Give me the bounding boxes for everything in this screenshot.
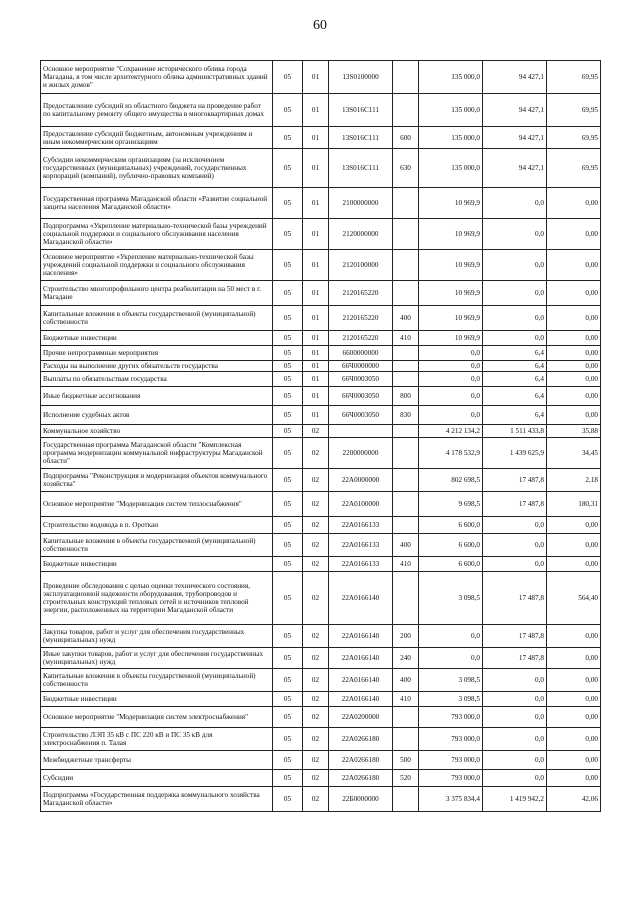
target-article-code: 22А0166140: [329, 625, 393, 648]
target-article-code: 13S0100000: [329, 61, 393, 94]
table-row: [41, 625, 601, 648]
execution-percent: 0,00: [547, 372, 601, 387]
section-code: 05: [273, 331, 303, 346]
subsection-code: 01: [303, 250, 329, 281]
executed-amount: 0,0: [483, 188, 547, 219]
execution-percent: 0,00: [547, 557, 601, 572]
executed-amount: 94 427,1: [483, 127, 547, 149]
subsection-code: 01: [303, 346, 329, 361]
planned-amount: 0,0: [419, 625, 483, 648]
execution-percent: 0,00: [547, 281, 601, 306]
execution-percent: 0,00: [547, 346, 601, 361]
row-name: Строительство ЛЭП 35 кВ с ПС 220 кВ и ПС 35 кВ для электроснабжения п. Талая: [41, 728, 273, 751]
table-row: [41, 469, 601, 492]
expense-type-code: [393, 438, 419, 469]
table-row: [41, 346, 601, 361]
executed-amount: 0,0: [483, 250, 547, 281]
planned-amount: 0,0: [419, 387, 483, 406]
execution-percent: 69,95: [547, 61, 601, 94]
planned-amount: 0,0: [419, 346, 483, 361]
row-name: Закупка товаров, работ и услуг для обеспечения государственных (муниципальных) нужд: [41, 625, 273, 648]
subsection-code: 01: [303, 372, 329, 387]
planned-amount: 3 098,5: [419, 669, 483, 692]
section-code: 05: [273, 517, 303, 534]
planned-amount: 10 969,9: [419, 306, 483, 331]
execution-percent: 35,88: [547, 425, 601, 438]
execution-percent: 0,00: [547, 306, 601, 331]
planned-amount: 4 212 134,2: [419, 425, 483, 438]
target-article-code: 2200000000: [329, 438, 393, 469]
planned-amount: 3 098,5: [419, 572, 483, 625]
section-code: 05: [273, 438, 303, 469]
subsection-code: 01: [303, 387, 329, 406]
executed-amount: 1 511 433,8: [483, 425, 547, 438]
target-article-code: 13S016С111: [329, 94, 393, 127]
table-row: [41, 648, 601, 669]
target-article-code: [329, 425, 393, 438]
row-name: Выплаты по обязательствам государства: [41, 372, 273, 387]
expense-type-code: 400: [393, 534, 419, 557]
target-article-code: 2120000000: [329, 219, 393, 250]
executed-amount: 17 487,8: [483, 492, 547, 517]
target-article-code: 22А0100000: [329, 492, 393, 517]
subsection-code: 01: [303, 94, 329, 127]
target-article-code: 22А0166140: [329, 669, 393, 692]
subsection-code: 02: [303, 692, 329, 707]
expense-type-code: [393, 61, 419, 94]
section-code: 05: [273, 469, 303, 492]
expense-type-code: 630: [393, 149, 419, 188]
executed-amount: 17 487,8: [483, 625, 547, 648]
table-row: [41, 669, 601, 692]
table-row: [41, 770, 601, 787]
subsection-code: 01: [303, 281, 329, 306]
executed-amount: 0,0: [483, 707, 547, 728]
table-row: [41, 557, 601, 572]
table-row: [41, 728, 601, 751]
section-code: 05: [273, 751, 303, 770]
executed-amount: 94 427,1: [483, 94, 547, 127]
section-code: 05: [273, 387, 303, 406]
expense-type-code: 830: [393, 406, 419, 425]
execution-percent: 69,95: [547, 94, 601, 127]
planned-amount: 4 178 532,9: [419, 438, 483, 469]
executed-amount: 17 487,8: [483, 572, 547, 625]
execution-percent: 0,00: [547, 331, 601, 346]
execution-percent: 0,00: [547, 219, 601, 250]
executed-amount: 0,0: [483, 306, 547, 331]
section-code: 05: [273, 372, 303, 387]
execution-percent: 69,95: [547, 127, 601, 149]
section-code: 05: [273, 250, 303, 281]
section-code: 05: [273, 572, 303, 625]
target-article-code: 22А0166133: [329, 534, 393, 557]
expense-type-code: 200: [393, 625, 419, 648]
execution-percent: 0,00: [547, 669, 601, 692]
planned-amount: 10 969,9: [419, 188, 483, 219]
executed-amount: 0,0: [483, 534, 547, 557]
row-name: Прочие непрограммные мероприятия: [41, 346, 273, 361]
table-row: [41, 361, 601, 372]
row-name: Подпрограмма "Реконструкция и модернизация объектов коммунального хозяйства": [41, 469, 273, 492]
subsection-code: 02: [303, 751, 329, 770]
executed-amount: 6,4: [483, 387, 547, 406]
subsection-code: 02: [303, 469, 329, 492]
table-row: [41, 692, 601, 707]
executed-amount: 0,0: [483, 331, 547, 346]
expense-type-code: 410: [393, 557, 419, 572]
row-name: Строительство водовода в п. Ороткан: [41, 517, 273, 534]
row-name: Иные бюджетные ассигнования: [41, 387, 273, 406]
expense-type-code: [393, 346, 419, 361]
table-row: [41, 572, 601, 625]
expense-type-code: [393, 469, 419, 492]
budget-table-body: [41, 61, 601, 812]
subsection-code: 01: [303, 188, 329, 219]
execution-percent: 34,45: [547, 438, 601, 469]
subsection-code: 02: [303, 625, 329, 648]
executed-amount: 0,0: [483, 219, 547, 250]
target-article-code: 2120165220: [329, 281, 393, 306]
table-row: [41, 188, 601, 219]
row-name: Государственная программа Магаданской области «Развитие социальной защиты населения Магаданской области»: [41, 188, 273, 219]
executed-amount: 1 419 942,2: [483, 787, 547, 812]
target-article-code: 66Ч0003050: [329, 406, 393, 425]
table-row: [41, 219, 601, 250]
planned-amount: 135 000,0: [419, 149, 483, 188]
expense-type-code: 400: [393, 306, 419, 331]
expense-type-code: [393, 219, 419, 250]
target-article-code: 22А0166140: [329, 572, 393, 625]
execution-percent: 0,00: [547, 692, 601, 707]
subsection-code: 02: [303, 728, 329, 751]
subsection-code: 02: [303, 492, 329, 517]
subsection-code: 02: [303, 669, 329, 692]
executed-amount: 0,0: [483, 669, 547, 692]
table-row: [41, 331, 601, 346]
execution-percent: 0,00: [547, 406, 601, 425]
section-code: 05: [273, 127, 303, 149]
section-code: 05: [273, 188, 303, 219]
expense-type-code: [393, 361, 419, 372]
executed-amount: 17 487,8: [483, 469, 547, 492]
table-row: [41, 517, 601, 534]
expense-type-code: [393, 517, 419, 534]
executed-amount: 0,0: [483, 692, 547, 707]
expense-type-code: 600: [393, 127, 419, 149]
section-code: 05: [273, 94, 303, 127]
row-name: Исполнение судебных актов: [41, 406, 273, 425]
subsection-code: 01: [303, 361, 329, 372]
row-name: Государственная программа Магаданской области "Комплексная программа модернизации коммунальной инфраструктуры Магаданской области": [41, 438, 273, 469]
row-name: Капитальные вложения в объекты государственной (муниципальной) собственности: [41, 534, 273, 557]
execution-percent: 0,00: [547, 728, 601, 751]
target-article-code: 22А0166133: [329, 557, 393, 572]
row-name: Бюджетные инвестиции: [41, 331, 273, 346]
executed-amount: 0,0: [483, 751, 547, 770]
executed-amount: 1 439 625,9: [483, 438, 547, 469]
planned-amount: 0,0: [419, 406, 483, 425]
expense-type-code: [393, 728, 419, 751]
table-row: [41, 306, 601, 331]
section-code: 05: [273, 361, 303, 372]
executed-amount: 17 487,8: [483, 648, 547, 669]
table-row: [41, 61, 601, 94]
table-row: [41, 281, 601, 306]
row-name: Основное мероприятие "Модернизация систем электроснабжения": [41, 707, 273, 728]
table-row: [41, 492, 601, 517]
row-name: Подпрограмма «Укрепление материально-технической базы учреждений социальной поддержки и социального обслуживания населения Магаданской области»: [41, 219, 273, 250]
budget-table: [40, 60, 601, 812]
section-code: 05: [273, 534, 303, 557]
planned-amount: 802 698,5: [419, 469, 483, 492]
row-name: Субсидии некоммерческим организациям (за исключением государственных (муниципальных) учреждений, государственных корпораций (компаний), публично-правовых компаний): [41, 149, 273, 188]
table-row: [41, 149, 601, 188]
target-article-code: 22А0266180: [329, 751, 393, 770]
execution-percent: 42,06: [547, 787, 601, 812]
table-row: [41, 406, 601, 425]
expense-type-code: 520: [393, 770, 419, 787]
executed-amount: 6,4: [483, 406, 547, 425]
table-row: [41, 127, 601, 149]
section-code: 05: [273, 425, 303, 438]
row-name: Иные закупки товаров, работ и услуг для обеспечения государственных (муниципальных) нужд: [41, 648, 273, 669]
subsection-code: 02: [303, 517, 329, 534]
page-number: 60: [313, 18, 327, 33]
section-code: 05: [273, 61, 303, 94]
planned-amount: 10 969,9: [419, 250, 483, 281]
execution-percent: 564,40: [547, 572, 601, 625]
row-name: Основное мероприятие "Модернизация систем теплоснабжения": [41, 492, 273, 517]
table-row: [41, 787, 601, 812]
target-article-code: 22А0000000: [329, 469, 393, 492]
execution-percent: 180,31: [547, 492, 601, 517]
expense-type-code: 400: [393, 669, 419, 692]
execution-percent: 0,00: [547, 250, 601, 281]
execution-percent: 0,00: [547, 770, 601, 787]
section-code: 05: [273, 625, 303, 648]
section-code: 05: [273, 219, 303, 250]
target-article-code: 66Ч0003050: [329, 372, 393, 387]
target-article-code: 22А0166140: [329, 692, 393, 707]
planned-amount: 9 698,5: [419, 492, 483, 517]
table-row: [41, 707, 601, 728]
section-code: 05: [273, 346, 303, 361]
target-article-code: 66Ч0003050: [329, 387, 393, 406]
row-name: Предоставление субсидий из областного бюджета на проведение работ по капитальному ремонту общего имущества в многоквартирных домах: [41, 94, 273, 127]
subsection-code: 02: [303, 425, 329, 438]
planned-amount: 6 600,0: [419, 517, 483, 534]
planned-amount: 6 600,0: [419, 534, 483, 557]
target-article-code: 13S016С111: [329, 127, 393, 149]
expense-type-code: 410: [393, 331, 419, 346]
expense-type-code: [393, 707, 419, 728]
table-row: [41, 425, 601, 438]
planned-amount: 135 000,0: [419, 61, 483, 94]
target-article-code: 2100000000: [329, 188, 393, 219]
row-name: Бюджетные инвестиции: [41, 557, 273, 572]
executed-amount: 0,0: [483, 517, 547, 534]
execution-percent: 0,00: [547, 751, 601, 770]
section-code: 05: [273, 492, 303, 517]
target-article-code: 66Ч0000000: [329, 361, 393, 372]
expense-type-code: 410: [393, 692, 419, 707]
planned-amount: 3 375 834,4: [419, 787, 483, 812]
expense-type-code: 240: [393, 648, 419, 669]
planned-amount: 10 969,9: [419, 219, 483, 250]
execution-percent: 69,95: [547, 149, 601, 188]
row-name: Основное мероприятие «Укрепление материально-технической базы учреждений социальной поддержки и социального обслуживания населения»: [41, 250, 273, 281]
subsection-code: 01: [303, 61, 329, 94]
planned-amount: 793 000,0: [419, 707, 483, 728]
planned-amount: 793 000,0: [419, 728, 483, 751]
section-code: 05: [273, 149, 303, 188]
row-name: Субсидии: [41, 770, 273, 787]
target-article-code: 22А0200000: [329, 707, 393, 728]
execution-percent: 0,00: [547, 707, 601, 728]
expense-type-code: [393, 787, 419, 812]
subsection-code: 01: [303, 406, 329, 425]
row-name: Капитальные вложения в объекты государственной (муниципальной) собственности: [41, 669, 273, 692]
row-name: Проведение обследования с целью оценки технического состояния, эксплуатационной надежности оборудования, трубопроводов и строительных конструкций тепловых сетей и источников тепловой энергии, расположенных на территории Магаданской области: [41, 572, 273, 625]
expense-type-code: [393, 94, 419, 127]
planned-amount: 6 600,0: [419, 557, 483, 572]
expense-type-code: 800: [393, 387, 419, 406]
expense-type-code: [393, 492, 419, 517]
subsection-code: 02: [303, 557, 329, 572]
row-name: Капитальные вложения в объекты государственной (муниципальной) собственности: [41, 306, 273, 331]
table-row: [41, 751, 601, 770]
section-code: 05: [273, 306, 303, 331]
row-name: Межбюджетные трансферты: [41, 751, 273, 770]
target-article-code: 2120100000: [329, 250, 393, 281]
table-row: [41, 387, 601, 406]
table-row: [41, 438, 601, 469]
row-name: Строительство многопрофильного центра реабилитации на 50 мест в г. Магадане: [41, 281, 273, 306]
planned-amount: 0,0: [419, 361, 483, 372]
subsection-code: 01: [303, 306, 329, 331]
planned-amount: 0,0: [419, 648, 483, 669]
execution-percent: 2,18: [547, 469, 601, 492]
execution-percent: 0,00: [547, 188, 601, 219]
execution-percent: 0,00: [547, 517, 601, 534]
section-code: 05: [273, 787, 303, 812]
planned-amount: 135 000,0: [419, 94, 483, 127]
section-code: 05: [273, 557, 303, 572]
table-row: [41, 94, 601, 127]
planned-amount: 793 000,0: [419, 751, 483, 770]
target-article-code: 6600000000: [329, 346, 393, 361]
section-code: 05: [273, 770, 303, 787]
target-article-code: 22А0266180: [329, 728, 393, 751]
subsection-code: 01: [303, 127, 329, 149]
planned-amount: 0,0: [419, 372, 483, 387]
planned-amount: 10 969,9: [419, 331, 483, 346]
row-name: Коммунальное хозяйство: [41, 425, 273, 438]
executed-amount: 0,0: [483, 281, 547, 306]
section-code: 05: [273, 728, 303, 751]
expense-type-code: [393, 425, 419, 438]
subsection-code: 02: [303, 572, 329, 625]
planned-amount: 793 000,0: [419, 770, 483, 787]
table-row: [41, 534, 601, 557]
executed-amount: 0,0: [483, 557, 547, 572]
section-code: 05: [273, 707, 303, 728]
executed-amount: 6,4: [483, 346, 547, 361]
table-row: [41, 250, 601, 281]
row-name: Подпрограмма «Государственная поддержка коммунального хозяйства Магаданской области»: [41, 787, 273, 812]
table-row: [41, 372, 601, 387]
subsection-code: 02: [303, 534, 329, 557]
section-code: 05: [273, 692, 303, 707]
target-article-code: 22А0166140: [329, 648, 393, 669]
row-name: Бюджетные инвестиции: [41, 692, 273, 707]
subsection-code: 02: [303, 770, 329, 787]
planned-amount: 135 000,0: [419, 127, 483, 149]
row-name: Основное мероприятие "Сохранение исторического облика города Магадана, в том числе архитектурного облика административных зданий и жилых домов": [41, 61, 273, 94]
execution-percent: 0,00: [547, 648, 601, 669]
expense-type-code: [393, 188, 419, 219]
execution-percent: 0,00: [547, 625, 601, 648]
subsection-code: 02: [303, 438, 329, 469]
subsection-code: 01: [303, 219, 329, 250]
target-article-code: 13S016С111: [329, 149, 393, 188]
subsection-code: 02: [303, 787, 329, 812]
executed-amount: 0,0: [483, 728, 547, 751]
section-code: 05: [273, 406, 303, 425]
target-article-code: 22Б0000000: [329, 787, 393, 812]
expense-type-code: [393, 281, 419, 306]
section-code: 05: [273, 281, 303, 306]
target-article-code: 2120165220: [329, 331, 393, 346]
executed-amount: 94 427,1: [483, 149, 547, 188]
executed-amount: 0,0: [483, 770, 547, 787]
planned-amount: 10 969,9: [419, 281, 483, 306]
row-name: Расходы на выполнение других обязательств государства: [41, 361, 273, 372]
section-code: 05: [273, 648, 303, 669]
execution-percent: 0,00: [547, 387, 601, 406]
target-article-code: 22А0166133: [329, 517, 393, 534]
section-code: 05: [273, 669, 303, 692]
subsection-code: 01: [303, 331, 329, 346]
execution-percent: 0,00: [547, 361, 601, 372]
target-article-code: 2120165220: [329, 306, 393, 331]
subsection-code: 02: [303, 648, 329, 669]
expense-type-code: [393, 572, 419, 625]
planned-amount: 3 098,5: [419, 692, 483, 707]
expense-type-code: [393, 250, 419, 281]
expense-type-code: 500: [393, 751, 419, 770]
subsection-code: 01: [303, 149, 329, 188]
subsection-code: 02: [303, 707, 329, 728]
execution-percent: 0,00: [547, 534, 601, 557]
executed-amount: 94 427,1: [483, 61, 547, 94]
executed-amount: 6,4: [483, 361, 547, 372]
target-article-code: 22А0266180: [329, 770, 393, 787]
expense-type-code: [393, 372, 419, 387]
executed-amount: 6,4: [483, 372, 547, 387]
row-name: Предоставление субсидий бюджетным, автономным учреждениям и иным некоммерческим организациям: [41, 127, 273, 149]
